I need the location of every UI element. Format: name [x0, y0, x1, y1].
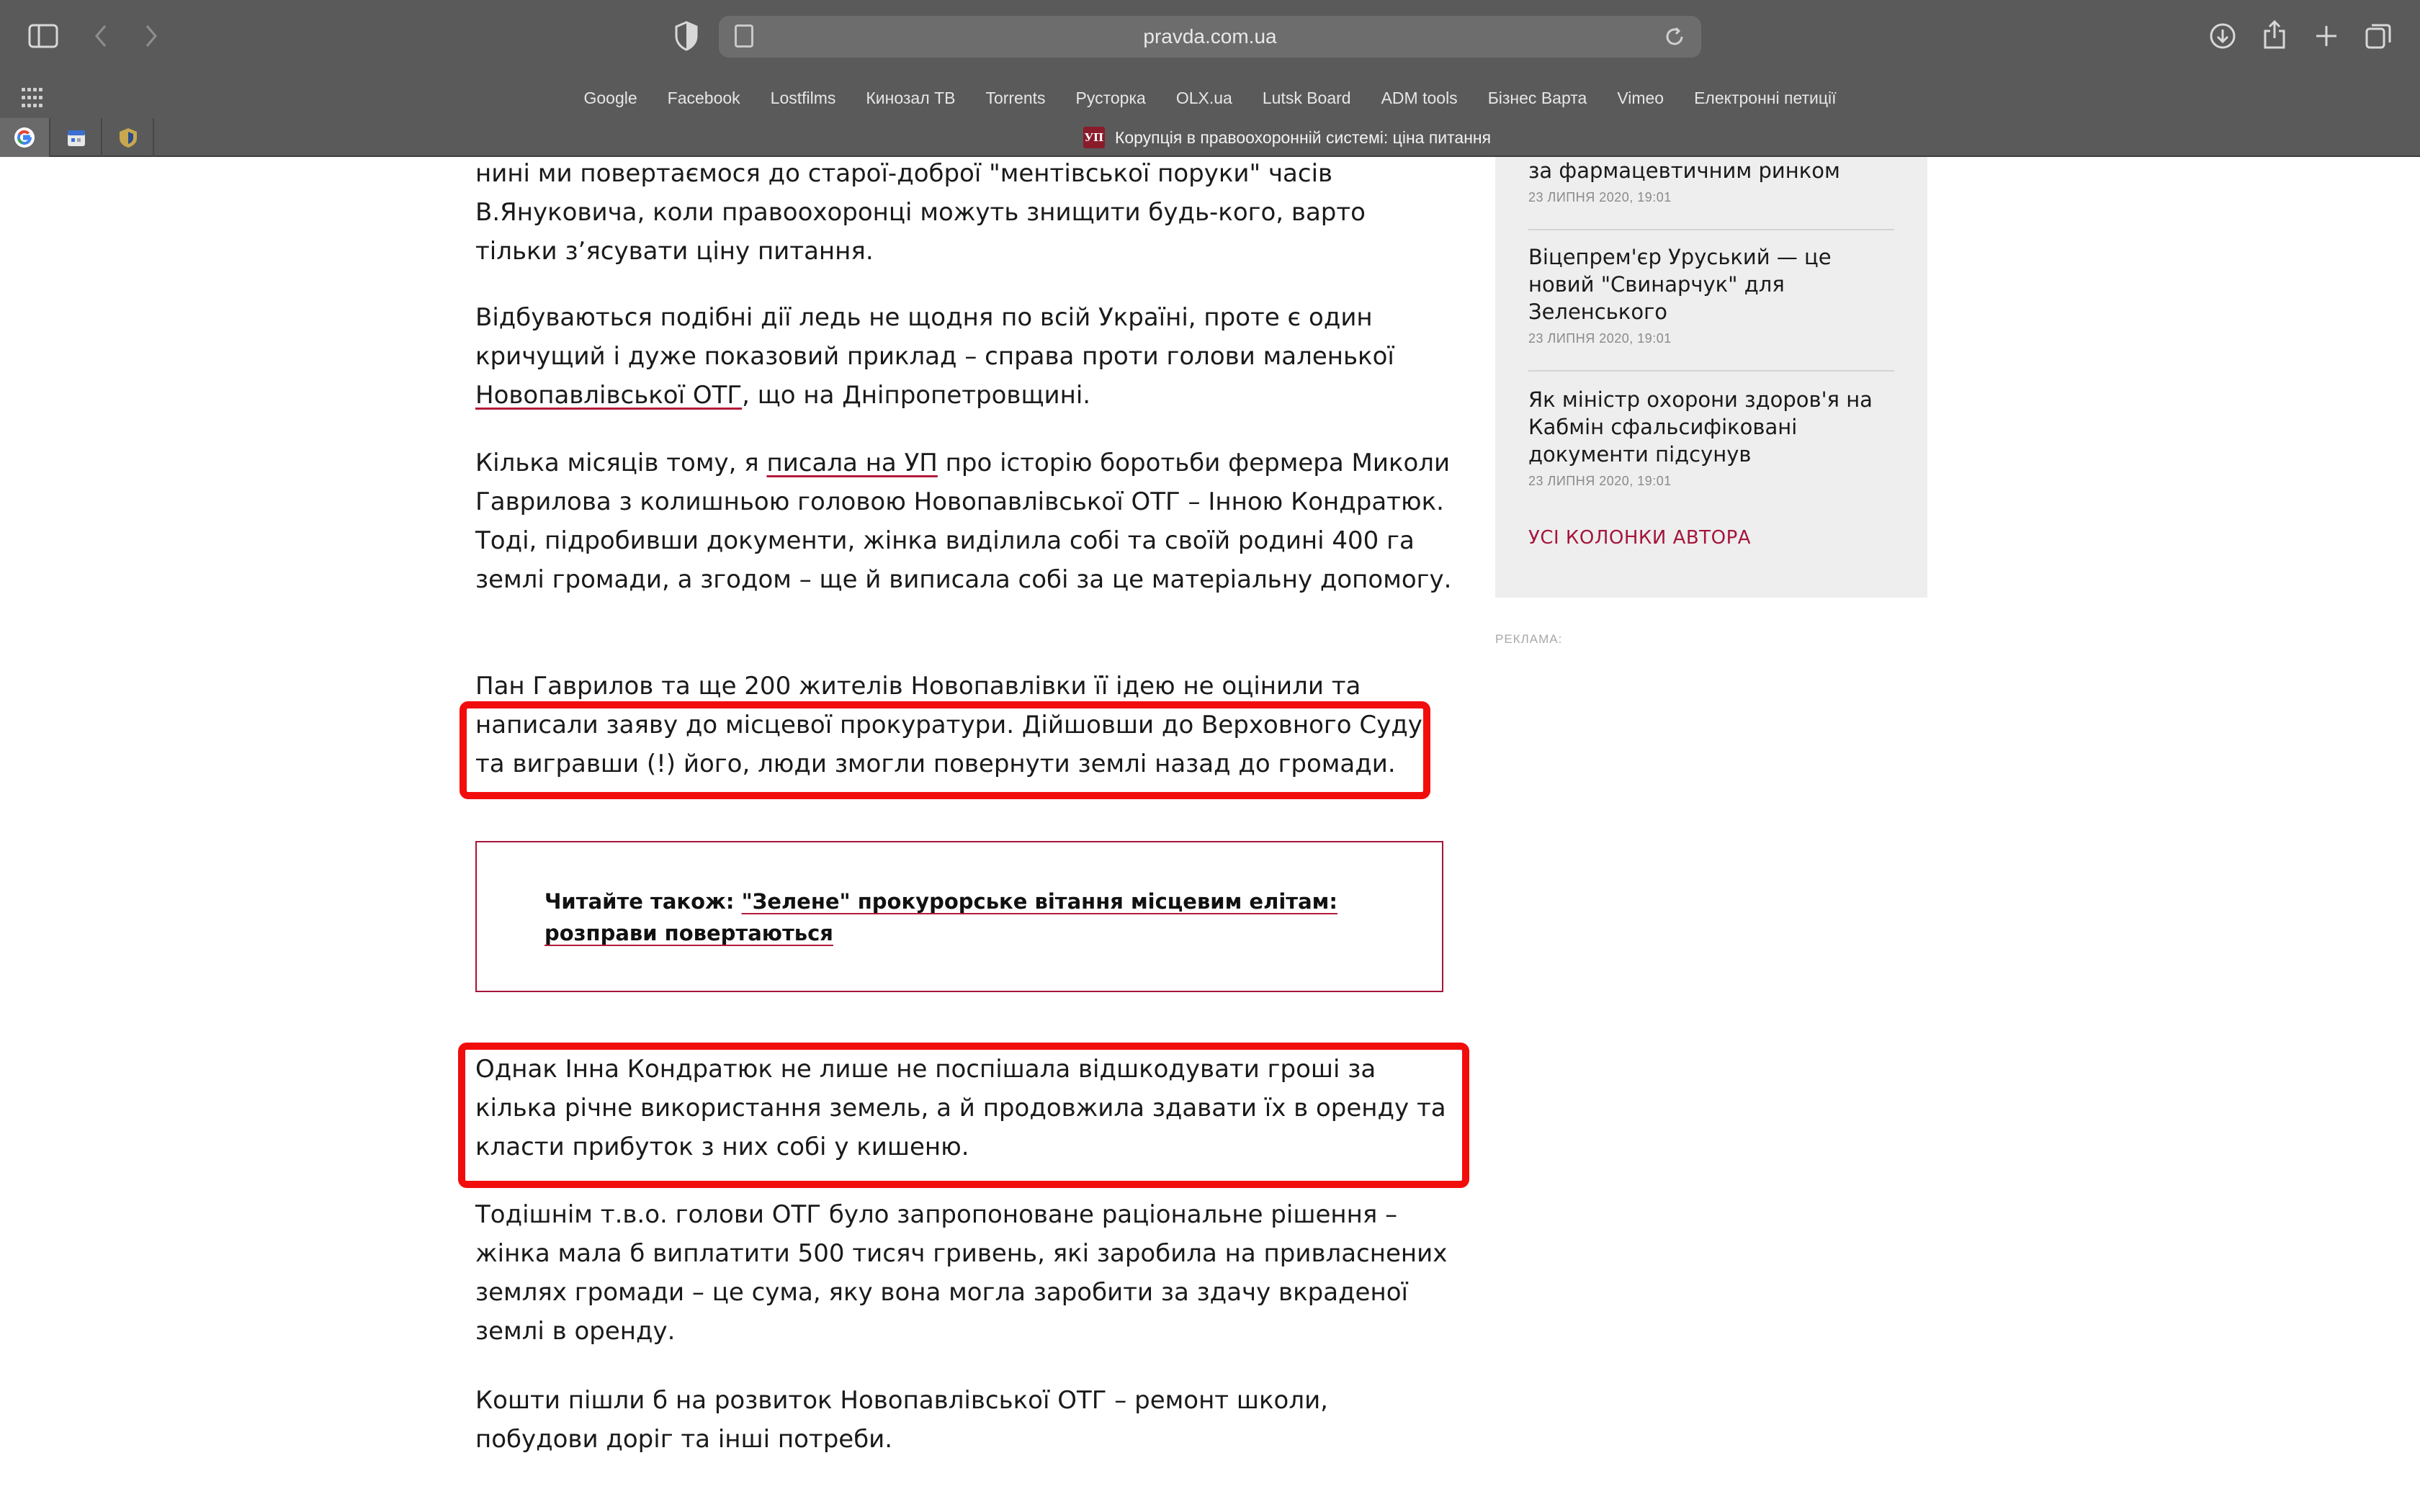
- tab-bar: [0, 118, 2420, 157]
- read-also-box: [475, 841, 1443, 992]
- sidebar-toggle-icon[interactable]: [22, 14, 65, 58]
- bookmark-torrents[interactable]: Torrents: [985, 89, 1046, 107]
- sidebar-item-title[interactable]: Віцепрем'єр Уруський — це новий "Свинарчук" для Зеленського: [1528, 245, 1832, 324]
- sidebar-item-date: 23 ЛИПНЯ 2020, 19:01: [1528, 331, 1672, 346]
- bookmark-kinozal[interactable]: Кинозал ТВ: [866, 89, 956, 107]
- forward-icon[interactable]: [130, 14, 173, 58]
- article-paragraph: Однак Інна Кондратюк не лише не поспішала відшкодувати гроші за кілька річне використання земель, а й продовжила здавати їх в оренду та класти прибуток з них собі у кишеню.: [475, 1055, 1446, 1161]
- privacy-shield-icon[interactable]: [674, 20, 699, 52]
- author-columns-sidebar: [1495, 157, 1927, 598]
- reload-icon[interactable]: [1658, 20, 1691, 53]
- browser-chrome: [0, 0, 2420, 157]
- read-also-link[interactable]: "Зелене" прокурорське вітання місцевим елітам: розправи повертаються: [544, 889, 1337, 945]
- ad-label: РЕКЛАМА:: [1495, 632, 1563, 646]
- browser-toolbar: [0, 0, 2420, 73]
- sidebar-item[interactable]: [1528, 243, 1894, 346]
- article-paragraph: Пан Гаврилов та ще 200 жителів Новопавлівки її ідею не оцінили та написали заяву до місцевої прокуратури. Дійшовши до Верховного Суду та вигравши (!) його, люди змогли повернути землі назад до громади.: [475, 672, 1422, 778]
- read-also-label: Читайте також:: [544, 889, 742, 914]
- article-paragraph: Тодішнім т.в.о. голови ОТГ було запропоноване раціональне рішення – жінка мала б виплатити 500 тисяч гривень, які заробила на привласнених землях громади – це сума, яку вона могла заробити за здачу вкраденої землі в оренду.: [475, 1200, 1448, 1346]
- google-favicon-icon: [14, 127, 35, 148]
- bookmark-biznes-varta[interactable]: Бізнес Варта: [1487, 89, 1587, 107]
- up-favicon-icon: УП: [1083, 127, 1105, 148]
- article-paragraph: Кошти пішли б на розвиток Новопавлівської ОТГ – ремонт школи, побудови доріг та інші потреби.: [475, 1386, 1328, 1454]
- bookmark-olx[interactable]: OLX.ua: [1175, 89, 1232, 107]
- bookmark-rustorka[interactable]: Русторка: [1075, 89, 1146, 107]
- new-tab-icon[interactable]: [2305, 14, 2348, 58]
- read-also-text: [544, 886, 1366, 949]
- bookmarks-bar: [0, 82, 2420, 114]
- sidebar-item-title[interactable]: Як міністр охорони здоров'я на Кабмін сфальсифіковані документи підсунув: [1528, 387, 1873, 467]
- share-icon[interactable]: [2253, 13, 2296, 56]
- shield-favicon-icon: [117, 127, 139, 148]
- calendar-favicon-icon: [66, 127, 87, 148]
- red-highlight-box: [458, 1043, 1469, 1188]
- bookmark-facebook[interactable]: Facebook: [667, 89, 740, 107]
- bookmark-lostfilms[interactable]: Lostfilms: [770, 89, 836, 107]
- sidebar-item[interactable]: [1528, 157, 1894, 205]
- article-paragraph: нині ми повертаємося до старої-доброї "ментівської поруки" часів В.Януковича, коли правоохоронці можуть знищити будь-кого, варто тільки з’ясувати ціну питання.: [475, 159, 1366, 266]
- tab-overview-icon[interactable]: [2357, 14, 2400, 58]
- pinned-tab-google[interactable]: [0, 118, 50, 157]
- article-paragraph: Кілька місяців тому, я писала на УП про історію боротьби фермера Миколи Гаврилова з колишньою головою Новопавлівської ОТГ – Інною Кондратюк. Тоді, підробивши документи, жінка виділила собі та своїй родині 400 га землі громади, а згодом – ще й виписала собі за це матеріальну допомогу.: [475, 449, 1452, 594]
- active-tab[interactable]: [154, 118, 2420, 157]
- all-author-columns-link[interactable]: УСІ КОЛОНКИ АВТОРА: [1528, 527, 1752, 549]
- article-paragraph: Відбуваються подібні дії ледь не щодня по всій Україні, проте є один кричущий і дуже показовий приклад – справа проти голови маленької Новопавлівської ОТГ, що на Дніпропетровщині.: [475, 303, 1394, 410]
- bookmark-lutsk-board[interactable]: Lutsk Board: [1262, 89, 1351, 107]
- bookmark-google[interactable]: Google: [583, 89, 637, 107]
- back-icon[interactable]: [79, 14, 122, 58]
- article-link[interactable]: Новопавлівської ОТГ: [475, 381, 743, 410]
- sidebar-item-date: 23 ЛИПНЯ 2020, 19:01: [1528, 474, 1672, 488]
- address-bar[interactable]: [719, 16, 1701, 58]
- article-link[interactable]: писала на УП: [766, 449, 938, 477]
- red-highlight-box: [460, 701, 1430, 799]
- sidebar-divider: [1528, 229, 1894, 230]
- pinned-tab-calendar[interactable]: [52, 118, 102, 157]
- sidebar-item[interactable]: [1528, 386, 1894, 489]
- downloads-icon[interactable]: [2201, 14, 2244, 58]
- tab-title: Корупція в правоохоронній системі: ціна питання: [1114, 127, 1492, 147]
- sidebar-item-title[interactable]: за фармацевтичним ринком: [1528, 158, 1840, 183]
- bookmark-vimeo[interactable]: Vimeo: [1617, 89, 1664, 107]
- sidebar-item-date: 23 ЛИПНЯ 2020, 19:01: [1528, 190, 1672, 204]
- sidebar-divider: [1528, 370, 1894, 372]
- pinned-tab-extension[interactable]: [104, 118, 154, 157]
- bookmark-adm-tools[interactable]: ADM tools: [1381, 89, 1458, 107]
- url-text[interactable]: pravda.com.ua: [1143, 25, 1277, 48]
- bookmark-petitions[interactable]: Електронні петиції: [1694, 89, 1837, 107]
